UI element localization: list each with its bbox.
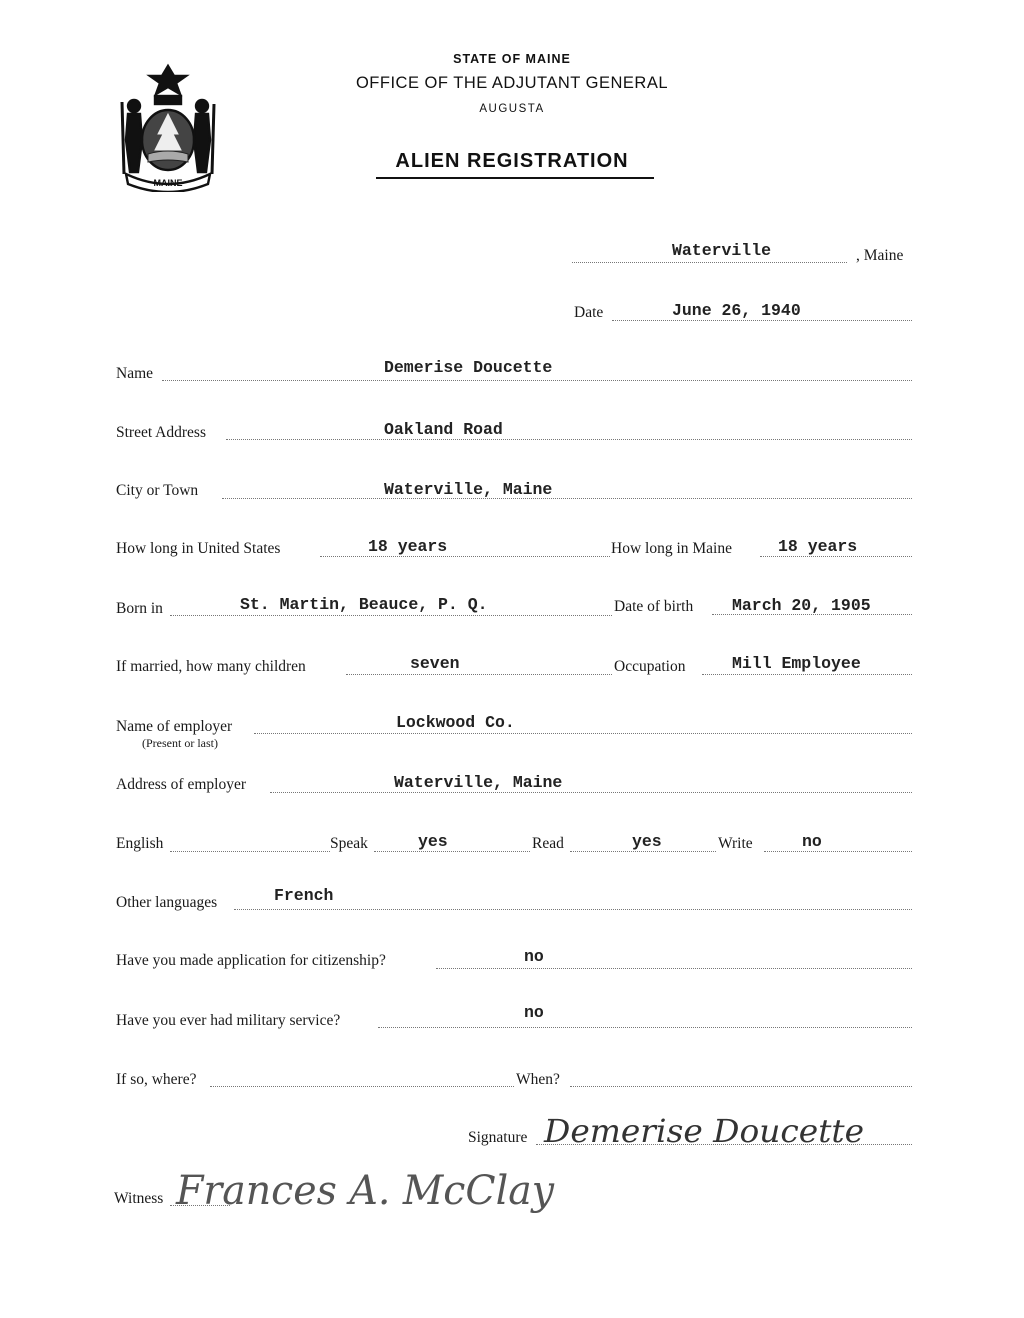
employer-sublabel: (Present or last) — [142, 736, 218, 750]
title-underline — [376, 177, 654, 179]
form-title: ALIEN REGISTRATION — [395, 150, 629, 172]
place-value: Waterville — [672, 241, 772, 260]
dob-label: Date of birth — [614, 598, 694, 615]
seal-label: MAINE — [153, 178, 183, 188]
signature-label: Signature — [468, 1129, 528, 1146]
citizenship-label: Have you made application for citizenship? — [116, 952, 386, 969]
street-label: Street Address — [116, 424, 206, 441]
children-value: seven — [410, 654, 460, 673]
witness-label: Witness — [114, 1190, 164, 1207]
street-value: Oakland Road — [384, 420, 503, 439]
read-value: yes — [632, 832, 662, 851]
write-label: Write — [718, 835, 753, 852]
date-label: Date — [574, 304, 604, 321]
state-heading: STATE OF MAINE — [453, 52, 571, 66]
witness-signature — [172, 1160, 562, 1240]
occupation-value: Mill Employee — [732, 654, 861, 673]
where-label: If so, where? — [116, 1071, 197, 1088]
speak-value: yes — [418, 832, 448, 851]
office-heading: OFFICE OF THE ADJUTANT GENERAL — [355, 74, 669, 92]
city-value: Waterville, Maine — [384, 480, 553, 499]
english-label: English — [116, 835, 164, 852]
read-label: Read — [532, 835, 564, 852]
us-duration-label: How long in United States — [116, 540, 281, 557]
other-languages-label: Other languages — [116, 894, 218, 911]
occupation-label: Occupation — [614, 658, 686, 675]
employer-value: Lockwood Co. — [396, 713, 515, 732]
dob-value: March 20, 1905 — [732, 596, 871, 615]
born-label: Born in — [116, 600, 163, 617]
us-duration-value: 18 years — [368, 537, 448, 556]
place-suffix: , Maine — [856, 247, 904, 264]
born-value: St. Martin, Beauce, P. Q. — [240, 595, 488, 614]
name-label: Name — [116, 365, 154, 382]
citizenship-value: no — [524, 947, 544, 966]
other-languages-value: French — [274, 886, 334, 905]
city-heading: AUGUSTA — [479, 103, 545, 115]
write-value: no — [802, 832, 822, 851]
date-value: June 26, 1940 — [672, 301, 801, 320]
employer-address-label: Address of employer — [116, 776, 246, 793]
military-label: Have you ever had military service? — [116, 1012, 341, 1029]
when-label: When? — [516, 1071, 560, 1088]
svg-text:Demerise Doucette: Demerise Doucette — [542, 1112, 864, 1150]
svg-text:Frances A. McClay: Frances A. McClay — [175, 1168, 556, 1214]
employer-address-value: Waterville, Maine — [394, 773, 563, 792]
children-label: If married, how many children — [116, 658, 306, 675]
applicant-signature — [538, 1104, 878, 1154]
maine-duration-label: How long in Maine — [611, 540, 732, 557]
speak-label: Speak — [330, 835, 368, 852]
employer-label: Name of employer — [116, 718, 233, 735]
city-label: City or Town — [116, 482, 199, 499]
name-value: Demerise Doucette — [384, 358, 553, 377]
military-value: no — [524, 1003, 544, 1022]
maine-duration-value: 18 years — [778, 537, 858, 556]
